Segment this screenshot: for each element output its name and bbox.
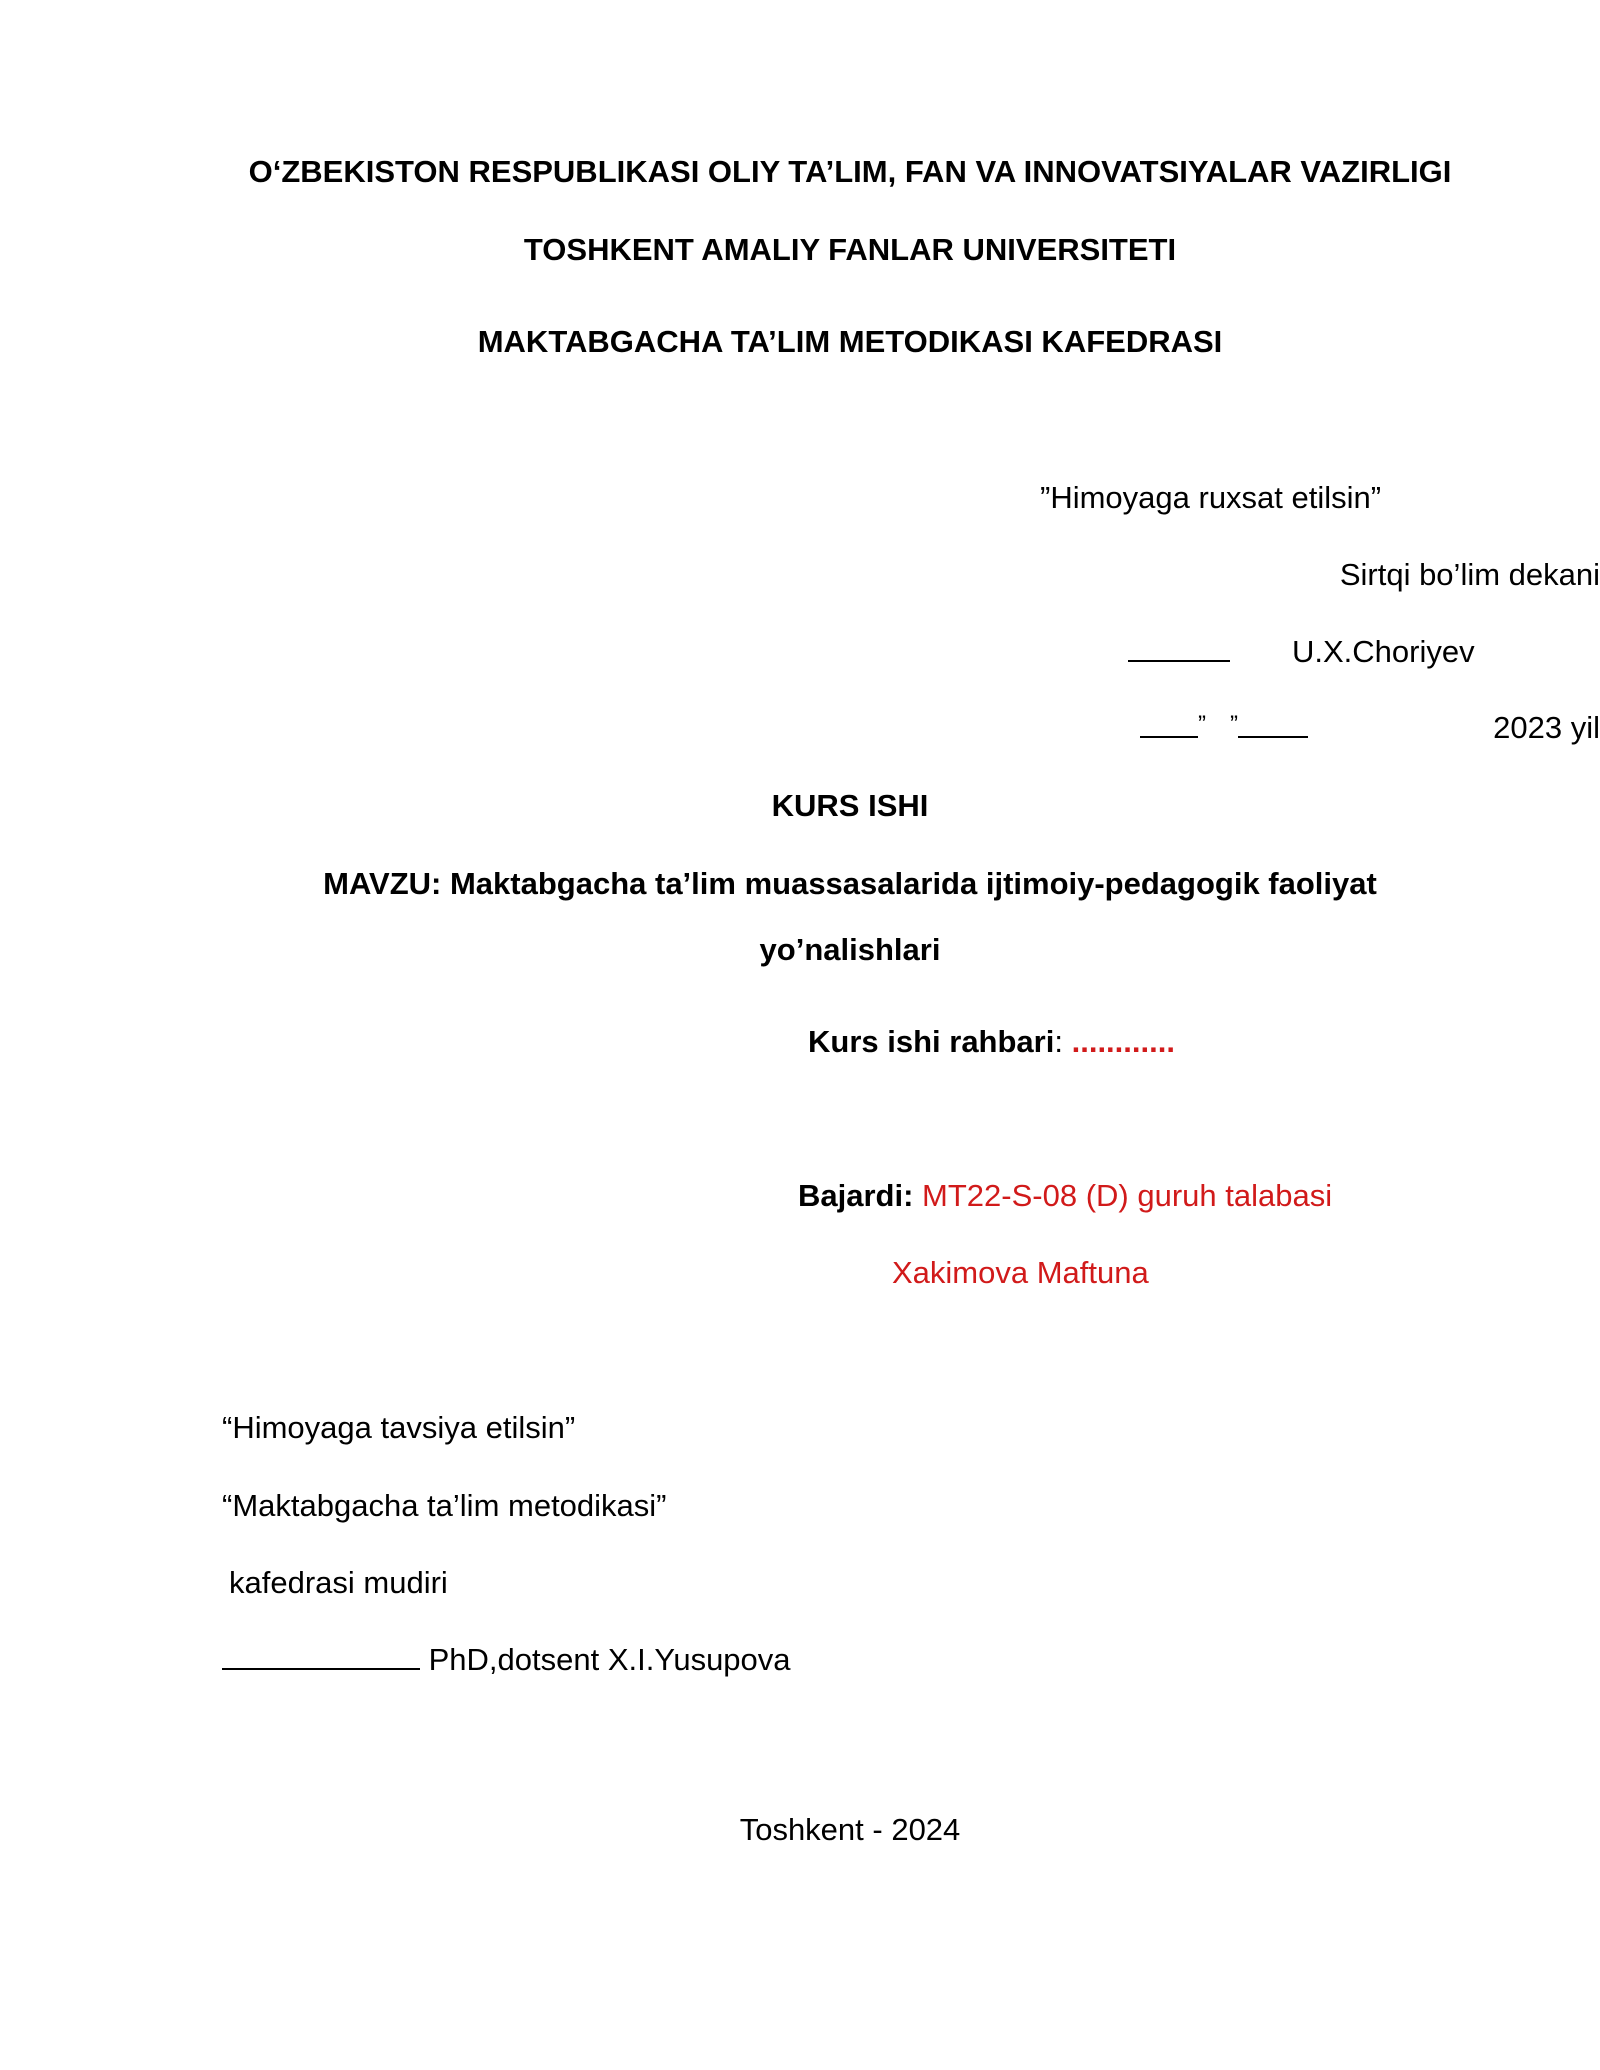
work-type: KURS ISHI (771, 788, 929, 823)
quote-mark-1: ” (1198, 711, 1206, 738)
head-signature-line (222, 1640, 791, 1680)
dean-title: Sirtqi bo’lim dekani (1339, 557, 1600, 592)
quote-mark-2: ” (1230, 711, 1238, 738)
recommendation-line-2: “Maktabgacha ta’lim metodikasi” (222, 1488, 667, 1523)
city-year: Toshkent - 2024 (739, 1812, 961, 1847)
recommendation-line-3: kafedrasi mudiri (229, 1565, 448, 1600)
signature-blank (1128, 659, 1230, 662)
supervisor-label: Kurs ishi rahbari (808, 1024, 1055, 1059)
recommendation-line-1: “Himoyaga tavsiya etilsin” (222, 1410, 576, 1445)
supervisor-value: ............ (1071, 1024, 1175, 1059)
permission-line: ”Himoyaga ruxsat etilsin” (1040, 480, 1382, 515)
department-title: MAKTABGACHA TA’LIM METODIKASI KAFEDRASI (477, 324, 1223, 359)
performer-group: MT22-S-08 (D) guruh talabasi (922, 1178, 1333, 1213)
university-title: TOSHKENT AMALIY FANLAR UNIVERSITETI (523, 232, 1177, 267)
supervisor-line (808, 1022, 1175, 1062)
topic-line-1: MAVZU: Maktabgacha ta’lim muassasalarida ijtimoiy-pedagogik faoliyat (323, 866, 1377, 901)
supervisor-colon: : (1054, 1024, 1063, 1059)
approval-year: 2023 yil (1493, 710, 1600, 745)
ministry-title: O‘ZBEKISTON RESPUBLIKASI OLIY TA’LIM, FAN VA INNOVATSIYALAR VAZIRLIGI (248, 154, 1452, 189)
dean-signature-line (1128, 632, 1230, 672)
head-signature-blank (222, 1667, 420, 1670)
performer-label: Bajardi: (798, 1178, 914, 1213)
topic-line-2: yo’nalishlari (759, 932, 941, 967)
performer-line (798, 1176, 1332, 1216)
head-name: PhD,dotsent X.I.Yusupova (428, 1642, 791, 1677)
performer-name: Xakimova Maftuna (892, 1255, 1149, 1290)
dean-name: U.X.Choriyev (1292, 634, 1475, 669)
